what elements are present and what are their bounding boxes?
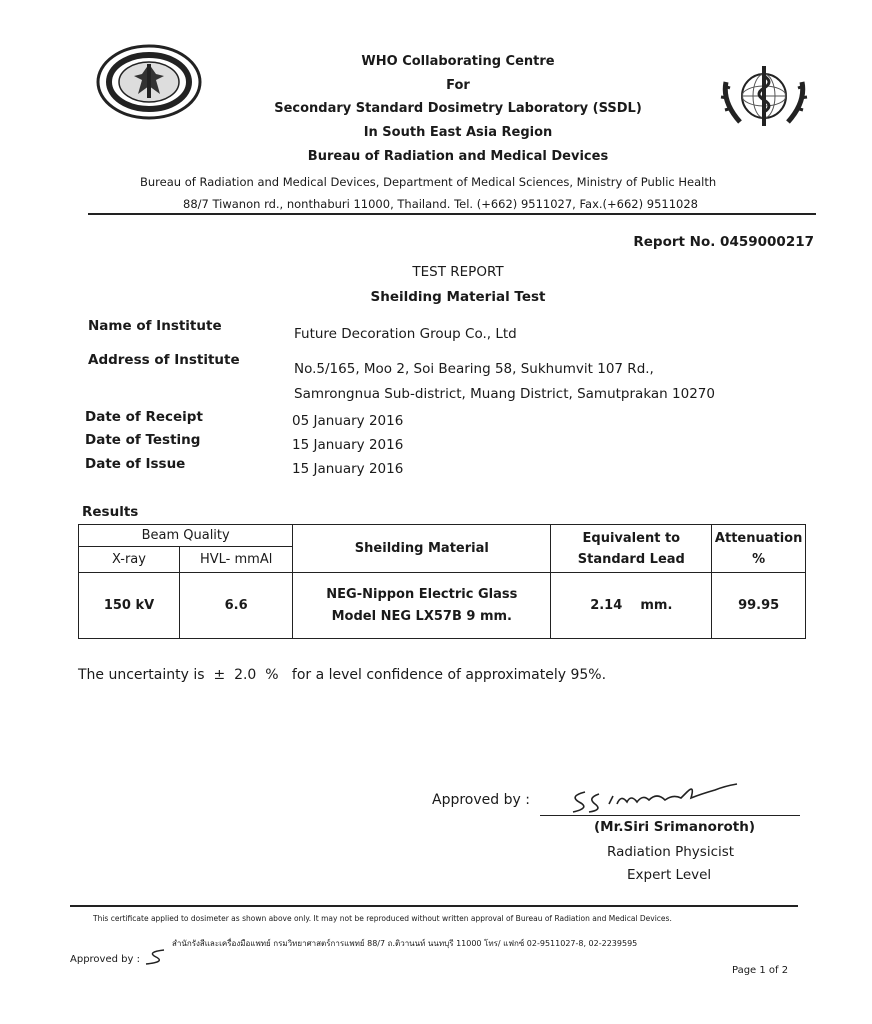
attenuation-header-line-2: %	[752, 551, 766, 567]
equivalent-cell: 2.14 mm.	[551, 573, 712, 639]
equivalent-header-line-2: Standard Lead	[577, 551, 685, 567]
institute-name-value: Future Decoration Group Co., Ltd	[294, 326, 517, 342]
institute-address-line-2: Samrongnua Sub-district, Muang District, Samutprakan 10270	[294, 386, 715, 402]
receipt-date-label: Date of Receipt	[85, 409, 203, 425]
approver-name: (Mr.Siri Srimanoroth)	[594, 819, 756, 835]
material-header: Sheilding Material	[293, 525, 551, 573]
hvl-header: HVL- mmAl	[180, 547, 293, 573]
approver-title-2: Expert Level	[627, 867, 712, 883]
table-row	[79, 573, 806, 639]
report-number: Report No. 0459000217	[633, 234, 814, 250]
material-cell	[293, 573, 551, 639]
testing-date-label: Date of Testing	[85, 432, 201, 448]
beam-quality-header: Beam Quality	[79, 525, 293, 547]
who-emblem-logo	[712, 62, 816, 132]
footer-approved-by: Approved by :	[70, 954, 140, 965]
material-line-1: NEG-Nippon Electric Glass	[326, 586, 518, 602]
results-table	[78, 524, 806, 639]
footer-disclaimer: This certificate applied to dosimeter as shown above only. It may not be reproduced without written approval of Bureau of Radiation and Medical Devices.	[93, 914, 672, 923]
uncertainty-statement: The uncertainty is ± 2.0 % for a level confidence of approximately 95%.	[78, 667, 607, 683]
header-line-3: Secondary Standard Dosimetry Laboratory (SSDL)	[274, 101, 642, 116]
attenuation-header	[712, 525, 806, 573]
hvl-cell: 6.6	[180, 573, 293, 639]
equivalent-header-line-1: Equivalent to	[582, 530, 681, 546]
header-line-1: WHO Collaborating Centre	[361, 54, 555, 69]
attenuation-cell: 99.95	[712, 573, 806, 639]
issue-date-label: Date of Issue	[85, 456, 186, 472]
issue-date-value: 15 January 2016	[292, 461, 404, 477]
signature-line	[540, 815, 800, 816]
kv-cell: 150 kV	[79, 573, 180, 639]
report-subtitle: Sheilding Material Test	[370, 289, 546, 305]
approved-by-label: Approved by :	[432, 792, 530, 808]
report-title: TEST REPORT	[412, 264, 504, 280]
results-heading: Results	[82, 504, 139, 520]
header-line-7: 88/7 Tiwanon rd., nonthaburi 11000, Thailand. Tel. (+662) 9511027, Fax.(+662) 9511028	[183, 197, 698, 211]
header-line-5: Bureau of Radiation and Medical Devices	[307, 149, 609, 164]
footer-initials	[140, 946, 170, 966]
xray-header: X-ray	[79, 547, 180, 573]
footer-rule	[70, 905, 798, 907]
signature	[565, 780, 765, 814]
material-line-2: Model NEG LX57B 9 mm.	[331, 608, 512, 624]
attenuation-header-line-1: Attenuation	[714, 530, 803, 546]
institute-name-label: Name of Institute	[88, 318, 222, 334]
approver-title-1: Radiation Physicist	[607, 844, 735, 860]
header-line-6: Bureau of Radiation and Medical Devices, Department of Medical Sciences, Ministry of Public Health	[140, 175, 717, 189]
testing-date-value: 15 January 2016	[292, 437, 404, 453]
header-line-2: For	[446, 78, 470, 93]
footer-thai-address: สำนักรังสีและเครื่องมือแพทย์ กรมวิทยาศาสตร์การแพทย์ 88/7 ถ.ติวานนท์ นนทบุรี 11000 โทร/ แฟกซ์ 02-9511027-8, 02-2239595	[172, 939, 638, 948]
institute-address-line-1: No.5/165, Moo 2, Soi Bearing 58, Sukhumvit 107 Rd.,	[294, 361, 654, 377]
equivalent-header	[551, 525, 712, 573]
header-rule	[88, 213, 816, 215]
institute-address-label: Address of Institute	[88, 352, 240, 368]
header-line-4: In South East Asia Region	[363, 125, 553, 140]
receipt-date-value: 05 January 2016	[292, 413, 404, 429]
page-number: Page 1 of 2	[732, 965, 789, 976]
